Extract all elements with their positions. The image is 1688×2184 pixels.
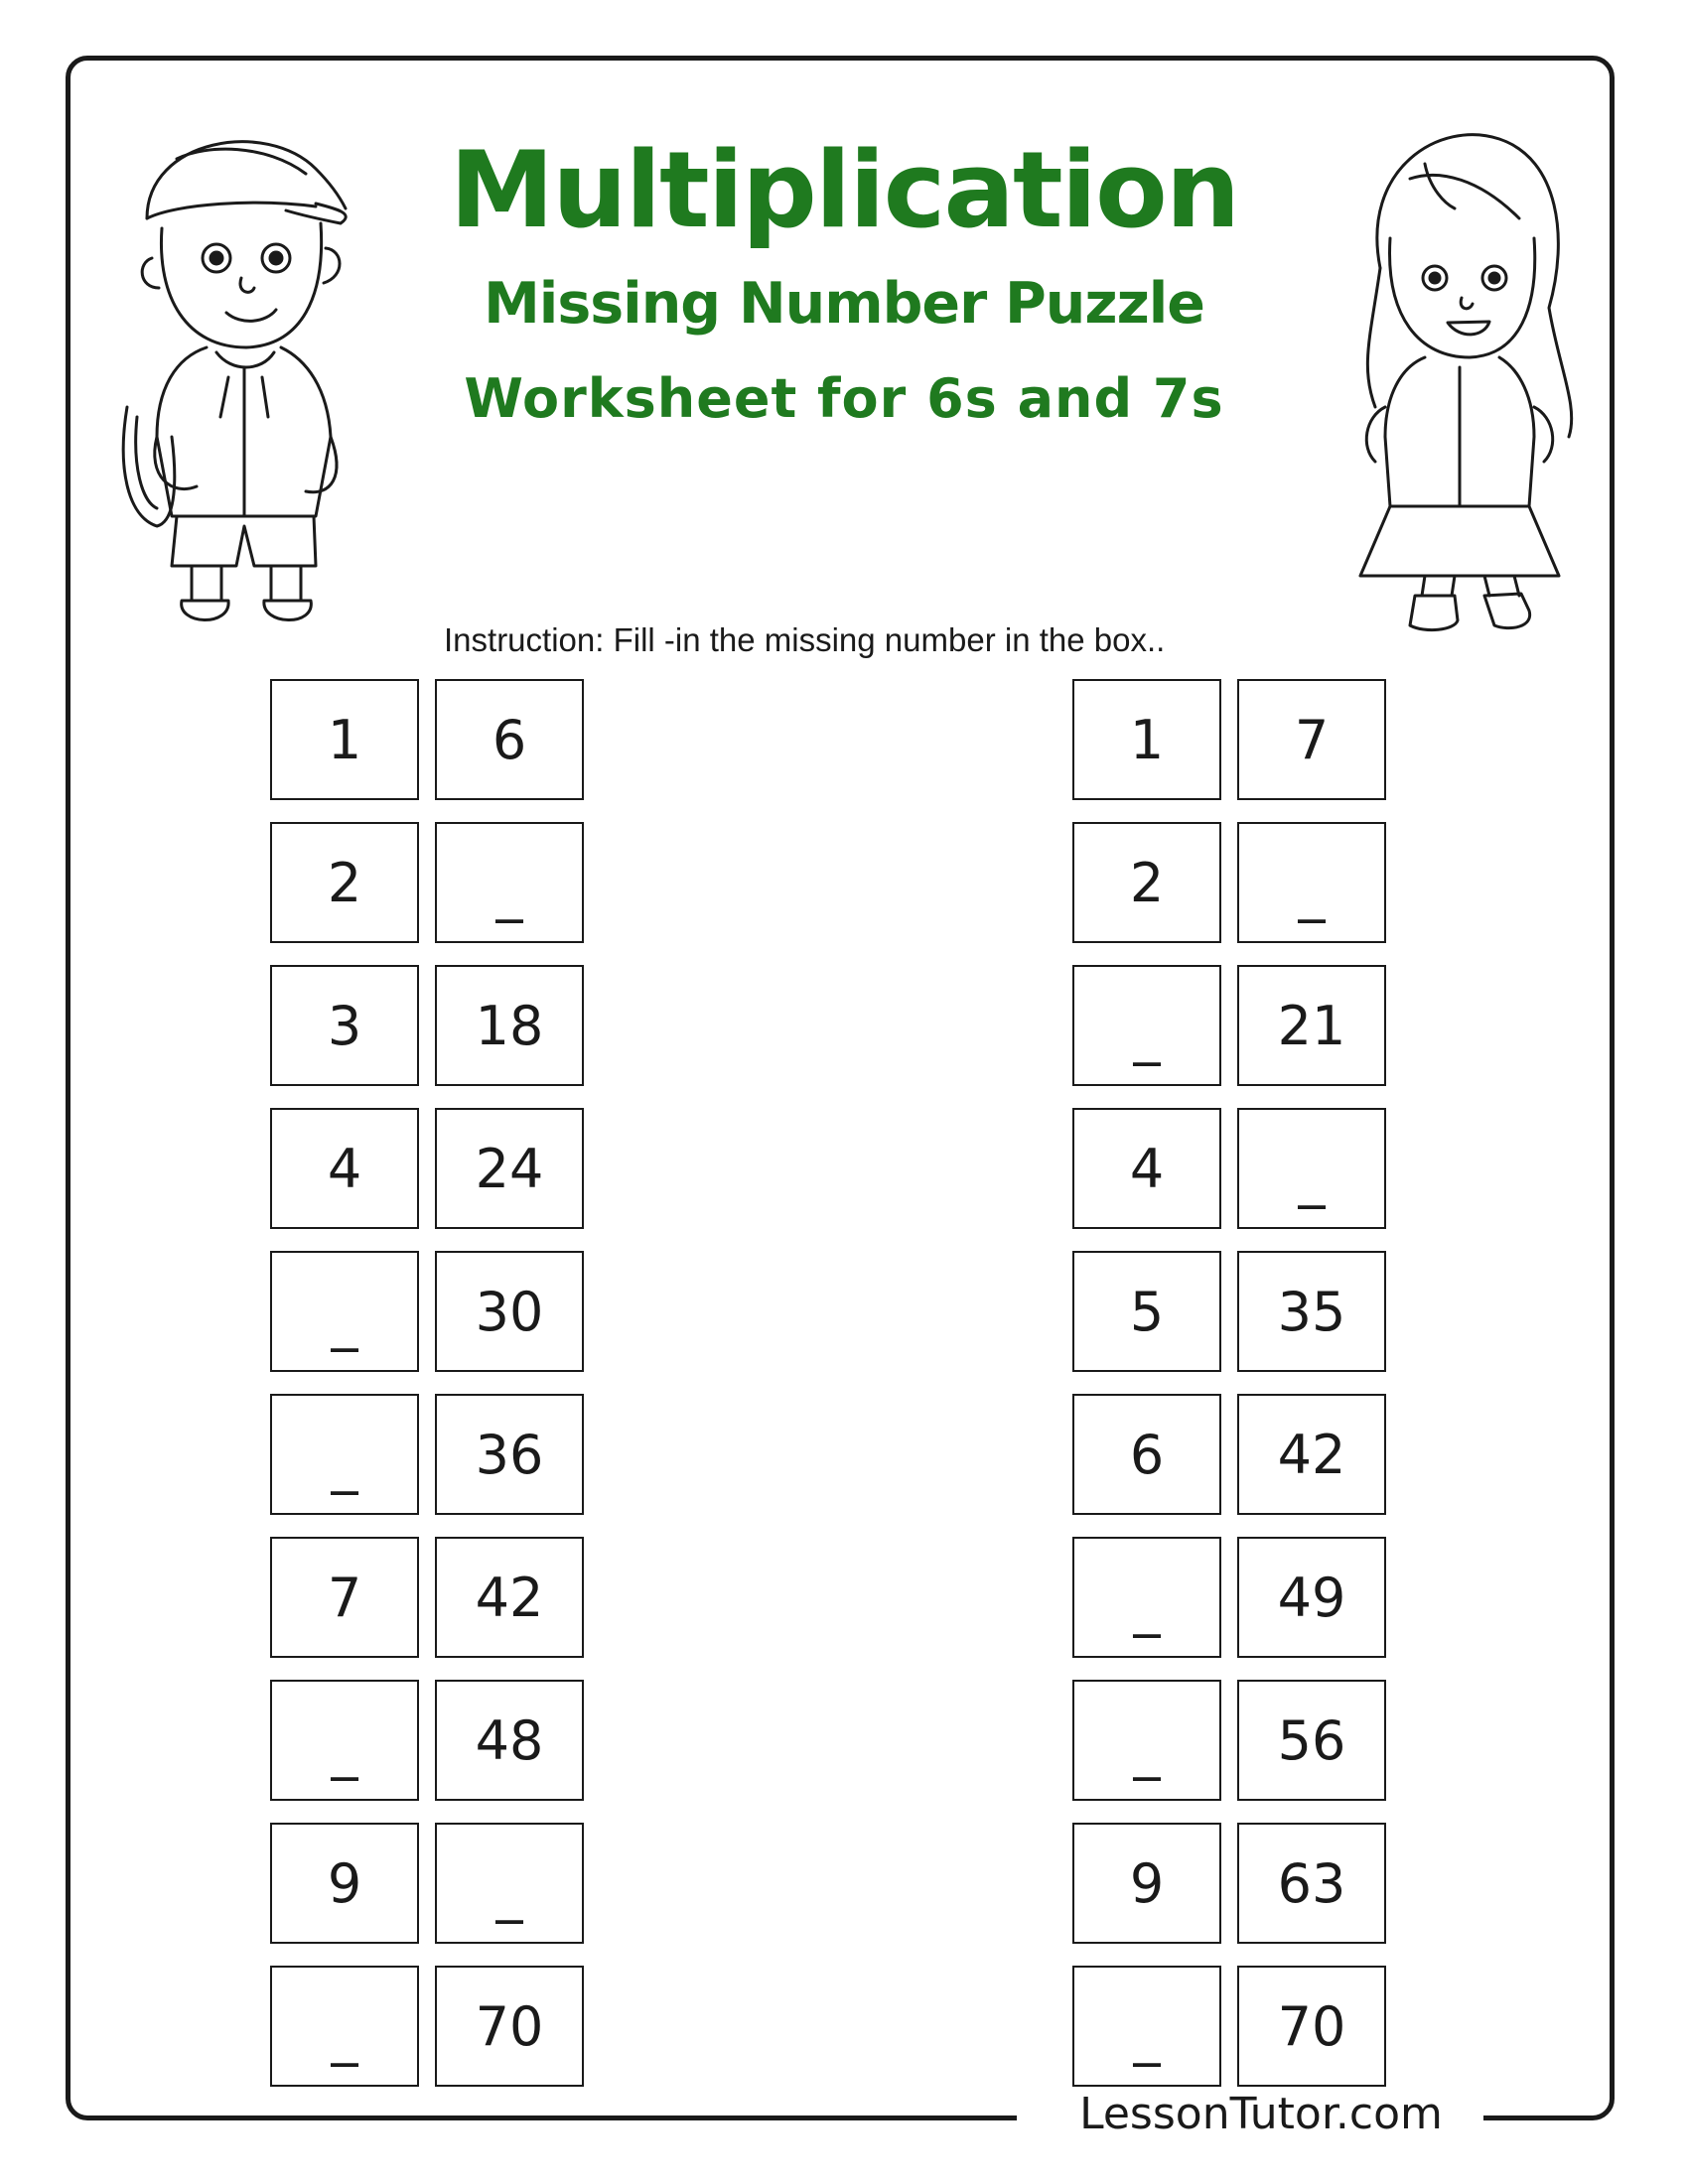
puzzle-row — [1072, 1966, 1395, 2109]
puzzle-row — [1072, 1680, 1395, 1823]
multiplier-box[interactable]: _ — [270, 1680, 419, 1801]
multiplier-box[interactable]: _ — [1072, 1966, 1221, 2087]
puzzle-row — [270, 1394, 593, 1537]
puzzle-row — [1072, 1537, 1395, 1680]
multiplier-box[interactable]: 9 — [1072, 1823, 1221, 1944]
product-box[interactable]: _ — [1237, 822, 1386, 943]
multiplier-box[interactable]: _ — [1072, 1537, 1221, 1658]
multiplier-box[interactable]: 4 — [1072, 1108, 1221, 1229]
puzzle-row — [1072, 679, 1395, 822]
product-box[interactable]: 48 — [435, 1680, 584, 1801]
multiplier-box[interactable]: _ — [270, 1394, 419, 1515]
product-box[interactable]: 24 — [435, 1108, 584, 1229]
sixes-column — [270, 679, 593, 2109]
product-box[interactable]: 21 — [1237, 965, 1386, 1086]
puzzle-row — [270, 965, 593, 1108]
instruction-text: Instruction: Fill -in the missing number in the box.. — [444, 621, 1166, 658]
multiplier-box[interactable]: 3 — [270, 965, 419, 1086]
product-box[interactable]: _ — [1237, 1108, 1386, 1229]
multiplier-box[interactable]: 5 — [1072, 1251, 1221, 1372]
multiplier-box[interactable]: 7 — [270, 1537, 419, 1658]
worksheet-subtitle: Missing Number Puzzle — [484, 271, 1204, 337]
multiplier-box[interactable]: _ — [270, 1251, 419, 1372]
puzzle-row — [270, 1680, 593, 1823]
product-box[interactable]: _ — [435, 822, 584, 943]
puzzle-row — [270, 1251, 593, 1394]
boy-with-backpack-illustration — [117, 99, 375, 635]
product-box[interactable]: 30 — [435, 1251, 584, 1372]
worksheet-label: Worksheet for 6s and 7s — [464, 367, 1224, 430]
puzzle-row — [270, 1966, 593, 2109]
product-box[interactable]: 56 — [1237, 1680, 1386, 1801]
multiplier-box[interactable]: 2 — [1072, 822, 1221, 943]
multiplier-box[interactable]: _ — [270, 1966, 419, 2087]
product-box[interactable]: 70 — [435, 1966, 584, 2087]
product-box[interactable]: 18 — [435, 965, 584, 1086]
puzzle-row — [270, 1108, 593, 1251]
product-box[interactable]: 42 — [1237, 1394, 1386, 1515]
product-box[interactable]: 70 — [1237, 1966, 1386, 2087]
product-box[interactable]: 42 — [435, 1537, 584, 1658]
girl-with-backpack-illustration — [1331, 109, 1589, 635]
product-box[interactable]: 63 — [1237, 1823, 1386, 1944]
multiplier-box[interactable]: 1 — [270, 679, 419, 800]
multiplier-box[interactable]: _ — [1072, 1680, 1221, 1801]
puzzle-row — [1072, 965, 1395, 1108]
sevens-column — [1072, 679, 1395, 2109]
product-box[interactable]: 35 — [1237, 1251, 1386, 1372]
product-box[interactable]: 7 — [1237, 679, 1386, 800]
puzzle-row — [1072, 1394, 1395, 1537]
puzzle-row — [270, 1823, 593, 1966]
multiplier-box[interactable]: 1 — [1072, 679, 1221, 800]
product-box[interactable]: 6 — [435, 679, 584, 800]
puzzle-row — [1072, 822, 1395, 965]
puzzle-row — [270, 1537, 593, 1680]
puzzle-row — [1072, 1108, 1395, 1251]
product-box[interactable]: _ — [435, 1823, 584, 1944]
product-box[interactable]: 49 — [1237, 1537, 1386, 1658]
footer-brand: LessonTutor.com — [1079, 2089, 1443, 2139]
puzzle-row — [270, 679, 593, 822]
product-box[interactable]: 36 — [435, 1394, 584, 1515]
puzzle-row — [270, 822, 593, 965]
multiplier-box[interactable]: 9 — [270, 1823, 419, 1944]
worksheet-title: Multiplication — [449, 129, 1239, 251]
multiplier-box[interactable]: 6 — [1072, 1394, 1221, 1515]
puzzle-row — [1072, 1251, 1395, 1394]
multiplier-box[interactable]: 2 — [270, 822, 419, 943]
multiplier-box[interactable]: 4 — [270, 1108, 419, 1229]
puzzle-row — [1072, 1823, 1395, 1966]
multiplier-box[interactable]: _ — [1072, 965, 1221, 1086]
